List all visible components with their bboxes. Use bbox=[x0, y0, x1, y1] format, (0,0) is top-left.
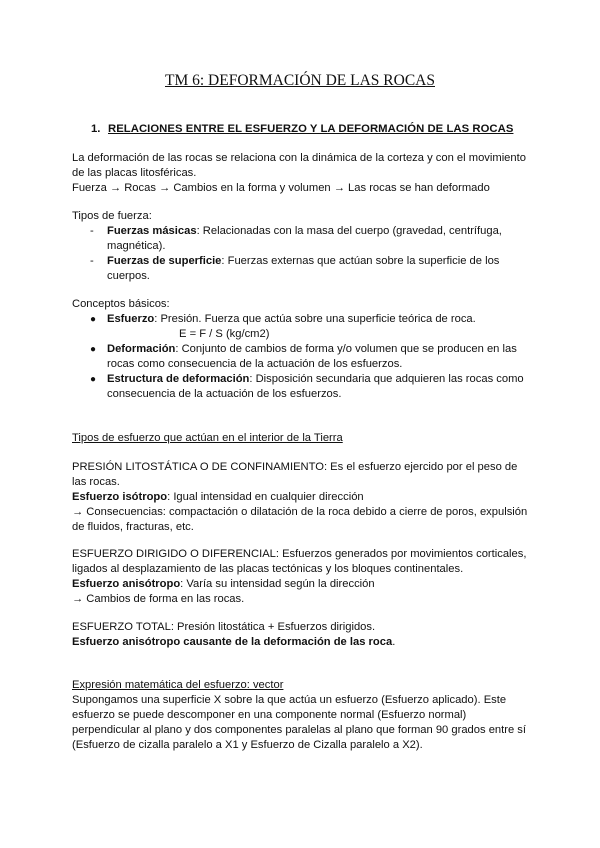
text-line bbox=[72, 635, 532, 650]
basic-concepts bbox=[72, 297, 532, 402]
text-line: perpendicular al plano y dos componentes paralelas al plano que forman 90 grados entre sí bbox=[72, 724, 527, 736]
definition: : Igual intensidad en cualquier dirección bbox=[167, 491, 364, 503]
definition-cont: magnética). bbox=[107, 240, 166, 252]
text-line: → Consecuencias: compactación o dilatación de la roca debido a cierre de poros, expulsión bbox=[72, 506, 528, 518]
definition-cont: consecuencia de la actuación de los esfuerzos. bbox=[107, 388, 342, 400]
section-title: RELACIONES ENTRE EL ESFUERZO Y LA DEFORMACIÓN DE LAS ROCAS bbox=[108, 123, 514, 135]
period: . bbox=[392, 636, 396, 648]
term: Fuerzas másicas bbox=[107, 225, 197, 237]
text-line: ESFUERZO DIRIGIDO O DIFERENCIAL: Esfuerzos generados por movimientos corticales, bbox=[72, 548, 527, 560]
bullet-marker: ● bbox=[90, 314, 97, 325]
list-item bbox=[72, 312, 532, 342]
term: Esfuerzo anisótropo bbox=[72, 578, 181, 590]
definition: : Relacionadas con la masa del cuerpo (gravedad, centrífuga, bbox=[196, 225, 502, 237]
dash-marker: - bbox=[90, 255, 94, 267]
section-number: 1. bbox=[91, 123, 101, 135]
stress-vector bbox=[72, 678, 532, 753]
definition: : Conjunto de cambios de forma y/o volumen que se producen en las bbox=[175, 343, 517, 355]
text-line bbox=[72, 678, 532, 693]
definition: : Fuerzas externas que actúan sobre la superficie de los bbox=[221, 255, 500, 267]
intro-line: La deformación de las rocas se relaciona con la dinámica de la corteza y con el movimiento bbox=[72, 152, 526, 164]
dash-marker: - bbox=[90, 225, 94, 237]
text-line: PRESIÓN LITOSTÁTICA O DE CONFINAMIENTO: Es el esfuerzo ejercido por el peso de bbox=[72, 461, 518, 473]
subheading: Expresión matemática del esfuerzo: vector bbox=[72, 679, 284, 691]
lithostatic-pressure bbox=[72, 460, 532, 535]
definition-cont: cuerpos. bbox=[107, 270, 150, 282]
definition: : Presión. Fuerza que actúa sobre una superficie teórica de roca. bbox=[154, 313, 476, 325]
text-line: ligados al desplazamiento de las placas tectónicas y los bloques continentales. bbox=[72, 563, 464, 575]
stress-types-heading bbox=[72, 431, 532, 446]
list-item bbox=[72, 372, 532, 402]
definition: : Disposición secundaria que adquieren las rocas como bbox=[249, 373, 524, 385]
intro-paragraph bbox=[72, 151, 532, 196]
force-list bbox=[72, 224, 532, 284]
term: Fuerzas de superficie bbox=[107, 255, 222, 267]
term: Esfuerzo isótropo bbox=[72, 491, 168, 503]
bullet-marker: ● bbox=[90, 374, 97, 385]
term: Estructura de deformación bbox=[107, 373, 250, 385]
list-item bbox=[72, 254, 532, 284]
directed-stress bbox=[72, 547, 532, 607]
concepts-list bbox=[72, 312, 532, 402]
text-line bbox=[72, 490, 532, 505]
intro-line: de las placas litosféricas. bbox=[72, 167, 197, 179]
text-line: de fluidos, fracturas, etc. bbox=[72, 521, 194, 533]
force-types bbox=[72, 209, 532, 284]
total-stress bbox=[72, 620, 532, 650]
section-heading bbox=[91, 122, 513, 137]
text-line: las rocas. bbox=[72, 476, 120, 488]
list-item bbox=[72, 342, 532, 372]
list-item bbox=[72, 224, 532, 254]
force-types-label: Tipos de fuerza: bbox=[72, 210, 152, 222]
text-line bbox=[72, 577, 532, 592]
bullet-marker: ● bbox=[90, 344, 97, 355]
bold-statement: Esfuerzo anisótropo causante de la deformación de las roca bbox=[72, 636, 393, 648]
term: Deformación bbox=[107, 343, 176, 355]
term: Esfuerzo bbox=[107, 313, 155, 325]
definition: : Varía su intensidad según la dirección bbox=[180, 578, 375, 590]
text-line: Supongamos una superficie X sobre la que actúa un esfuerzo (Esfuerzo aplicado). Este bbox=[72, 694, 507, 706]
concepts-label: Conceptos básicos: bbox=[72, 298, 170, 310]
stress-formula: E = F / S (kg/cm2) bbox=[179, 328, 270, 340]
text-line: esfuerzo se puede descomponer en una componente normal (Esfuerzo normal) bbox=[72, 709, 467, 721]
page-title: TM 6: DEFORMACIÓN DE LAS ROCAS bbox=[165, 72, 435, 89]
text-line: ESFUERZO TOTAL: Presión litostática + Esfuerzos dirigidos. bbox=[72, 621, 376, 633]
subheading: Tipos de esfuerzo que actúan en el interior de la Tierra bbox=[72, 432, 343, 444]
definition-cont: rocas como consecuencia de la actuación de los esfuerzos. bbox=[107, 358, 403, 370]
force-chain: Fuerza → Rocas → Cambios en la forma y volumen → Las rocas se han deformado bbox=[72, 182, 490, 194]
text-line: → Cambios de forma en las rocas. bbox=[72, 593, 245, 605]
text-line: (Esfuerzo de cizalla paralelo a X1 y Esfuerzo de Cizalla paralelo a X2). bbox=[72, 739, 423, 751]
